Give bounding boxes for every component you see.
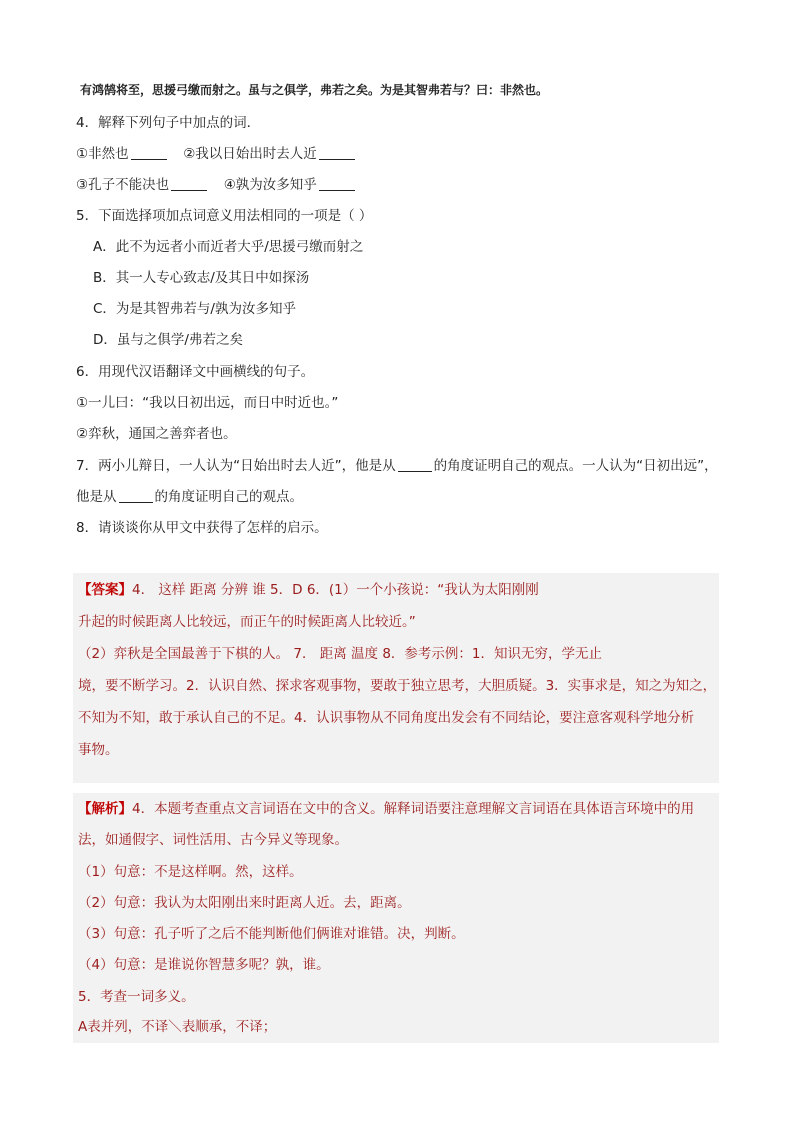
q4-row-1 xyxy=(76,144,357,164)
answer-line-3: （2）弈秋是全国最善于下棋的人。 7． 距离 温度 8．参考示例：1．知识无穷，学无止 xyxy=(78,646,603,662)
q5-option-b: B．其一人专心致志/及其日中如探汤 xyxy=(93,270,310,286)
q7-text-1a: 7．两小儿辩日，一人认为“日始出时去人近”，他是从 xyxy=(76,458,396,474)
answer-blank xyxy=(171,176,207,191)
analysis-tag: 【解析】 xyxy=(78,801,132,817)
answer-line-5: 不知为不知，敢于承认自己的不足。4．认识事物从不同角度出发会有不同结论，要注意客观科学地分析 xyxy=(78,710,695,726)
q4-item-1: ①非然也 xyxy=(76,146,129,162)
answer-blank xyxy=(119,488,153,503)
q5-option-a: A．此不为远者小而近者大乎/思援弓缴而射之 xyxy=(93,239,364,255)
answer-blank xyxy=(131,145,167,160)
answer-line-4: 境，要不断学习。2．认识自然、探求客观事物，要敢于独立思考，大胆质疑。3．实事求是，知之为知之， xyxy=(78,678,717,694)
analysis-line-6: （4）句意：是谁说你智慧多呢？孰，谁。 xyxy=(78,957,330,973)
answer-text-1: 4． 这样 距离 分辨 谁 5．D 6．(1）一个小孩说：“我认为太阳刚刚 xyxy=(132,582,539,598)
q7-text-2b: 的角度证明自己的观点。 xyxy=(154,489,303,505)
q6-item-1: ①一儿曰：“我以日初出远，而日中时近也。” xyxy=(76,395,339,411)
q7-text-1b: 的角度证明自己的观点。一人认为“日初出远”， xyxy=(433,458,718,474)
q5-option-d: D．虽与之俱学/弗若之矣 xyxy=(93,332,243,348)
answer-blank xyxy=(319,145,355,160)
analysis-line-8: A表并列，不译＼表顺承，不译； xyxy=(78,1019,277,1035)
answer-line-6: 事物。 xyxy=(78,742,119,758)
answer-blank xyxy=(398,457,432,472)
analysis-line-4: （2）句意：我认为太阳刚出来时距离人近。去，距离。 xyxy=(78,895,411,911)
q5-title: 5．下面选择项加点词意义用法相同的一项是（ ） xyxy=(76,208,373,224)
analysis-line-1 xyxy=(78,799,694,819)
q7-text-2a: 他是从 xyxy=(76,489,117,505)
q4-item-4: ④孰为汝多知乎 xyxy=(223,177,317,193)
q8-title: 8．请谈谈你从甲文中获得了怎样的启示。 xyxy=(76,520,328,536)
q4-item-3: ③孔子不能决也 xyxy=(76,177,170,193)
q6-title: 6．用现代汉语翻译文中画横线的句子。 xyxy=(76,364,315,380)
q4-item-2: ②我以日始出时去人近 xyxy=(183,146,317,162)
answer-line-2: 升起的时候距离人比较远，而正午的时候距离人比较近。” xyxy=(78,614,416,630)
q7-line-1 xyxy=(76,456,718,476)
q4-title: 4．解释下列句子中加点的词． xyxy=(76,115,261,131)
answer-blank xyxy=(319,176,355,191)
analysis-text-1: 4．本题考查重点文言词语在文中的含义。解释词语要注意理解文言词语在具体语言环境中的用 xyxy=(132,801,695,817)
q7-line-2 xyxy=(76,487,303,507)
analysis-line-3: （1）句意：不是这样啊。然，这样。 xyxy=(78,864,303,880)
q4-row-2 xyxy=(76,175,357,195)
answer-tag: 【答案】 xyxy=(78,582,132,598)
passage-line: 有鸿鹄将至，思援弓缴而射之。虽与之俱学，弗若之矣。为是其智弗若与？曰：非然也。 xyxy=(80,83,549,97)
analysis-line-5: （3）句意：孔子听了之后不能判断他们俩谁对谁错。决，判断。 xyxy=(78,926,465,942)
analysis-line-2: 法，如通假字、词性活用、古今异义等现象。 xyxy=(78,832,348,848)
answer-line-1 xyxy=(78,580,539,600)
analysis-line-7: 5．考查一词多义。 xyxy=(78,989,195,1005)
q5-option-c: C．为是其智弗若与/孰为汝多知乎 xyxy=(93,301,296,317)
q6-item-2: ②弈秋，通国之善弈者也。 xyxy=(76,426,237,442)
